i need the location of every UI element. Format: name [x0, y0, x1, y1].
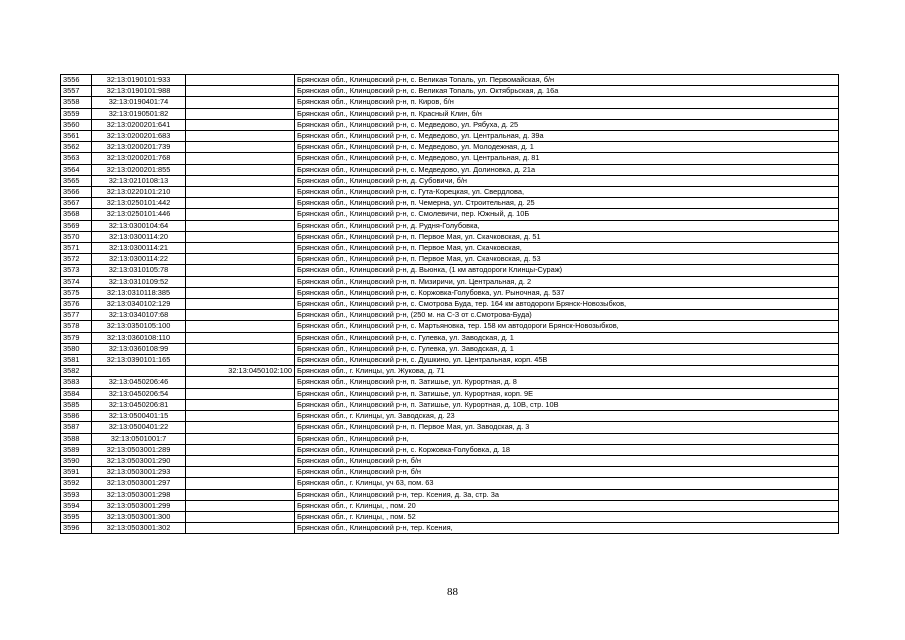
row-number-cell: 3580	[61, 343, 92, 354]
address-cell: Брянская обл., Клинцовский р-н, п. Первое Мая, ул. Скачковская, д. 51	[295, 231, 839, 242]
table-row	[61, 220, 839, 231]
cadastral-number-cell: 32:13:0300114:22	[92, 254, 186, 265]
table-row	[61, 299, 839, 310]
row-number-cell: 3560	[61, 119, 92, 130]
cadastral-number-cell: 32:13:0503001:293	[92, 467, 186, 478]
table-row	[61, 287, 839, 298]
address-cell: Брянская обл., Клинцовский р-н, д. Вьюнка, (1 км автодороги Клинцы-Сураж)	[295, 265, 839, 276]
cadastral-number-alt-cell	[186, 444, 295, 455]
row-number-cell: 3587	[61, 422, 92, 433]
row-number-cell: 3570	[61, 231, 92, 242]
table-row	[61, 422, 839, 433]
cadastral-number-alt-cell	[186, 142, 295, 153]
address-cell: Брянская обл., Клинцовский р-н, с. Коржовка-Голубовка, ул. Рыночная, д. 537	[295, 287, 839, 298]
row-number-cell: 3586	[61, 411, 92, 422]
cadastral-number-cell: 32:13:0501001:7	[92, 433, 186, 444]
cadastral-number-cell: 32:13:0503001:297	[92, 478, 186, 489]
table-row	[61, 131, 839, 142]
row-number-cell: 3561	[61, 131, 92, 142]
register-table	[60, 74, 839, 534]
cadastral-number-cell: 32:13:0200201:768	[92, 153, 186, 164]
cadastral-number-alt-cell	[186, 243, 295, 254]
address-cell: Брянская обл., Клинцовский р-н, с. Медведово, ул. Молодежная, д. 1	[295, 142, 839, 153]
row-number-cell: 3589	[61, 444, 92, 455]
address-cell: Брянская обл., Клинцовский р-н, тер. Ксения, д. 3а, стр. 3а	[295, 489, 839, 500]
cadastral-number-cell: 32:13:0250101:442	[92, 198, 186, 209]
cadastral-number-alt-cell	[186, 108, 295, 119]
row-number-cell: 3567	[61, 198, 92, 209]
table-row	[61, 377, 839, 388]
cadastral-number-alt-cell	[186, 455, 295, 466]
cadastral-number-alt-cell	[186, 343, 295, 354]
address-cell: Брянская обл., г. Клинцы, ул. Заводская, д. 23	[295, 411, 839, 422]
cadastral-number-cell: 32:13:0500401:22	[92, 422, 186, 433]
address-cell: Брянская обл., Клинцовский р-н, с. Смотрова Буда, тер. 164 км автодороги Брянск-Новозыбков,	[295, 299, 839, 310]
table-row	[61, 265, 839, 276]
cadastral-number-alt-cell	[186, 355, 295, 366]
address-cell: Брянская обл., Клинцовский р-н, тер. Ксения,	[295, 523, 839, 534]
address-cell: Брянская обл., г. Клинцы, , пом. 20	[295, 500, 839, 511]
table-row	[61, 511, 839, 522]
cadastral-number-cell: 32:13:0360108:99	[92, 343, 186, 354]
row-number-cell: 3596	[61, 523, 92, 534]
table-row	[61, 523, 839, 534]
table-row	[61, 276, 839, 287]
cadastral-number-cell: 32:13:0300114:20	[92, 231, 186, 242]
row-number-cell: 3583	[61, 377, 92, 388]
table-row	[61, 231, 839, 242]
row-number-cell: 3569	[61, 220, 92, 231]
address-cell: Брянская обл., Клинцовский р-н, с. Гута-Корецкая, ул. Свердлова,	[295, 187, 839, 198]
cadastral-number-alt-cell	[186, 175, 295, 186]
table-row	[61, 86, 839, 97]
cadastral-number-alt-cell	[186, 433, 295, 444]
address-cell: Брянская обл., Клинцовский р-н, с. Великая Топаль, ул. Первомайская, б/н	[295, 75, 839, 86]
address-cell: Брянская обл., Клинцовский р-н, п. Красный Клин, б/н	[295, 108, 839, 119]
cadastral-number-cell: 32:13:0503001:299	[92, 500, 186, 511]
address-cell: Брянская обл., Клинцовский р-н, с. Великая Топаль, ул. Октябрьская, д. 16а	[295, 86, 839, 97]
table-row	[61, 388, 839, 399]
cadastral-number-alt-cell	[186, 511, 295, 522]
table-row	[61, 489, 839, 500]
cadastral-number-alt-cell	[186, 478, 295, 489]
address-cell: Брянская обл., Клинцовский р-н, с. Медведово, ул. Центральная, д. 81	[295, 153, 839, 164]
table-row	[61, 455, 839, 466]
row-number-cell: 3568	[61, 209, 92, 220]
row-number-cell: 3578	[61, 321, 92, 332]
row-number-cell: 3556	[61, 75, 92, 86]
row-number-cell: 3571	[61, 243, 92, 254]
row-number-cell: 3575	[61, 287, 92, 298]
table-row	[61, 355, 839, 366]
table-row	[61, 310, 839, 321]
table-row	[61, 478, 839, 489]
address-cell: Брянская обл., Клинцовский р-н, п. Чемерна, ул. Строительная, д. 25	[295, 198, 839, 209]
table-row	[61, 343, 839, 354]
row-number-cell: 3581	[61, 355, 92, 366]
cadastral-number-alt-cell	[186, 377, 295, 388]
cadastral-number-cell: 32:13:0190401:74	[92, 97, 186, 108]
table-row	[61, 332, 839, 343]
cadastral-number-cell: 32:13:0503001:298	[92, 489, 186, 500]
table-row	[61, 153, 839, 164]
cadastral-number-cell: 32:13:0300104:64	[92, 220, 186, 231]
cadastral-number-alt-cell	[186, 164, 295, 175]
table-row	[61, 411, 839, 422]
table-row	[61, 444, 839, 455]
table-row	[61, 119, 839, 130]
address-cell: Брянская обл., Клинцовский р-н, д. Рудня-Голубовка,	[295, 220, 839, 231]
cadastral-number-alt-cell	[186, 467, 295, 478]
row-number-cell: 3573	[61, 265, 92, 276]
cadastral-number-cell: 32:13:0503001:290	[92, 455, 186, 466]
cadastral-number-alt-cell	[186, 422, 295, 433]
address-cell: Брянская обл., Клинцовский р-н, с. Медведово, ул. Долиновка, д. 21а	[295, 164, 839, 175]
row-number-cell: 3594	[61, 500, 92, 511]
cadastral-number-cell: 32:13:0200201:855	[92, 164, 186, 175]
page-number: 88	[447, 586, 458, 598]
cadastral-number-alt-cell	[186, 500, 295, 511]
cadastral-number-alt-cell	[186, 153, 295, 164]
cadastral-number-cell: 32:13:0190101:933	[92, 75, 186, 86]
cadastral-number-alt-cell	[186, 489, 295, 500]
row-number-cell: 3574	[61, 276, 92, 287]
row-number-cell: 3557	[61, 86, 92, 97]
row-number-cell: 3590	[61, 455, 92, 466]
row-number-cell: 3558	[61, 97, 92, 108]
cadastral-number-alt-cell	[186, 75, 295, 86]
row-number-cell: 3584	[61, 388, 92, 399]
address-cell: Брянская обл., Клинцовский р-н, с. Смолевичи, пер. Южный, д. 10Б	[295, 209, 839, 220]
address-cell: Брянская обл., Клинцовский р-н, п. Первое Мая, ул. Скачковская,	[295, 243, 839, 254]
cadastral-number-cell	[92, 366, 186, 377]
row-number-cell: 3592	[61, 478, 92, 489]
address-cell: Брянская обл., Клинцовский р-н, б/н	[295, 455, 839, 466]
row-number-cell: 3576	[61, 299, 92, 310]
table-row	[61, 108, 839, 119]
address-cell: Брянская обл., Клинцовский р-н, п. Мизиричи, ул. Центральная, д. 2	[295, 276, 839, 287]
table-row	[61, 198, 839, 209]
register-table-body	[61, 75, 839, 534]
cadastral-number-cell: 32:13:0340107:68	[92, 310, 186, 321]
address-cell: Брянская обл., Клинцовский р-н, с. Гулевка, ул. Заводская, д. 1	[295, 332, 839, 343]
address-cell: Брянская обл., Клинцовский р-н, с. Медведово, ул. Рябуха, д. 25	[295, 119, 839, 130]
cadastral-number-cell: 32:13:0390101:165	[92, 355, 186, 366]
row-number-cell: 3582	[61, 366, 92, 377]
table-row	[61, 366, 839, 377]
address-cell: Брянская обл., Клинцовский р-н, с. Мартьяновка, тер. 158 км автодороги Брянск-Новозыбков,	[295, 321, 839, 332]
row-number-cell: 3566	[61, 187, 92, 198]
cadastral-number-cell: 32:13:0503001:302	[92, 523, 186, 534]
address-cell: Брянская обл., г. Клинцы, уч 63, пом. 63	[295, 478, 839, 489]
row-number-cell: 3562	[61, 142, 92, 153]
cadastral-number-alt-cell	[186, 254, 295, 265]
address-cell: Брянская обл., г. Клинцы, , пом. 52	[295, 511, 839, 522]
row-number-cell: 3579	[61, 332, 92, 343]
row-number-cell: 3591	[61, 467, 92, 478]
cadastral-number-alt-cell	[186, 131, 295, 142]
cadastral-number-alt-cell	[186, 231, 295, 242]
cadastral-number-alt-cell	[186, 388, 295, 399]
row-number-cell: 3595	[61, 511, 92, 522]
cadastral-number-cell: 32:13:0360108:110	[92, 332, 186, 343]
table-row	[61, 500, 839, 511]
row-number-cell: 3564	[61, 164, 92, 175]
address-cell: Брянская обл., Клинцовский р-н, с. Медведово, ул. Центральная, д. 39а	[295, 131, 839, 142]
cadastral-number-cell: 32:13:0310105:78	[92, 265, 186, 276]
cadastral-number-alt-cell: 32:13:0450102:100	[186, 366, 295, 377]
cadastral-number-cell: 32:13:0450206:54	[92, 388, 186, 399]
cadastral-number-cell: 32:13:0300114:21	[92, 243, 186, 254]
cadastral-number-alt-cell	[186, 523, 295, 534]
address-cell: Брянская обл., Клинцовский р-н, с. Душкино, ул. Центральная, корп. 45В	[295, 355, 839, 366]
cadastral-number-cell: 32:13:0310109:52	[92, 276, 186, 287]
table-row	[61, 164, 839, 175]
cadastral-number-cell: 32:13:0200201:683	[92, 131, 186, 142]
address-cell: Брянская обл., Клинцовский р-н, п. Затишье, ул. Курортная, корп. 9Е	[295, 388, 839, 399]
row-number-cell: 3577	[61, 310, 92, 321]
cadastral-number-alt-cell	[186, 119, 295, 130]
address-cell: Брянская обл., Клинцовский р-н, п. Затишье, ул. Курортная, д. 10В, стр. 10В	[295, 399, 839, 410]
address-cell: Брянская обл., Клинцовский р-н, п. Киров, б/н	[295, 97, 839, 108]
cadastral-number-cell: 32:13:0500401:15	[92, 411, 186, 422]
table-row	[61, 399, 839, 410]
cadastral-number-alt-cell	[186, 187, 295, 198]
row-number-cell: 3588	[61, 433, 92, 444]
cadastral-number-alt-cell	[186, 321, 295, 332]
cadastral-number-cell: 32:13:0450206:46	[92, 377, 186, 388]
address-cell: Брянская обл., Клинцовский р-н,	[295, 433, 839, 444]
address-cell: Брянская обл., Клинцовский р-н, с. Гулевка, ул. Заводская, д. 1	[295, 343, 839, 354]
address-cell: Брянская обл., Клинцовский р-н, б/н	[295, 467, 839, 478]
table-row	[61, 433, 839, 444]
cadastral-number-alt-cell	[186, 276, 295, 287]
table-row	[61, 175, 839, 186]
row-number-cell: 3559	[61, 108, 92, 119]
cadastral-number-cell: 32:13:0310118:385	[92, 287, 186, 298]
table-row	[61, 142, 839, 153]
table-row	[61, 209, 839, 220]
row-number-cell: 3572	[61, 254, 92, 265]
table-row	[61, 467, 839, 478]
cadastral-number-cell: 32:13:0350105:100	[92, 321, 186, 332]
cadastral-number-cell: 32:13:0503001:289	[92, 444, 186, 455]
table-row	[61, 75, 839, 86]
cadastral-number-alt-cell	[186, 287, 295, 298]
cadastral-number-cell: 32:13:0190101:988	[92, 86, 186, 97]
cadastral-number-cell: 32:13:0210108:13	[92, 175, 186, 186]
row-number-cell: 3593	[61, 489, 92, 500]
cadastral-number-cell: 32:13:0450206:81	[92, 399, 186, 410]
address-cell: Брянская обл., Клинцовский р-н, д. Субовичи, б/н	[295, 175, 839, 186]
cadastral-number-cell: 32:13:0200201:739	[92, 142, 186, 153]
cadastral-number-cell: 32:13:0200201:641	[92, 119, 186, 130]
address-cell: Брянская обл., Клинцовский р-н, (250 м. на С-З от с.Смотрова-Буда)	[295, 310, 839, 321]
table-row	[61, 254, 839, 265]
address-cell: Брянская обл., Клинцовский р-н, п. Первое Мая, ул. Скачковская, д. 53	[295, 254, 839, 265]
row-number-cell: 3565	[61, 175, 92, 186]
cadastral-number-alt-cell	[186, 310, 295, 321]
cadastral-number-cell: 32:13:0503001:300	[92, 511, 186, 522]
cadastral-number-alt-cell	[186, 209, 295, 220]
cadastral-number-alt-cell	[186, 411, 295, 422]
table-row	[61, 97, 839, 108]
cadastral-number-alt-cell	[186, 265, 295, 276]
address-cell: Брянская обл., Клинцовский р-н, п. Первое Мая, ул. Заводская, д. 3	[295, 422, 839, 433]
cadastral-number-alt-cell	[186, 86, 295, 97]
cadastral-number-alt-cell	[186, 399, 295, 410]
cadastral-number-alt-cell	[186, 198, 295, 209]
cadastral-number-cell: 32:13:0250101:446	[92, 209, 186, 220]
cadastral-number-alt-cell	[186, 332, 295, 343]
cadastral-number-cell: 32:13:0220101:210	[92, 187, 186, 198]
cadastral-number-alt-cell	[186, 299, 295, 310]
address-cell: Брянская обл., Клинцовский р-н, с. Коржовка-Голубовка, д. 18	[295, 444, 839, 455]
cadastral-number-alt-cell	[186, 220, 295, 231]
address-cell: Брянская обл., Клинцовский р-н, п. Затишье, ул. Курортная, д. 8	[295, 377, 839, 388]
cadastral-number-cell: 32:13:0190501:82	[92, 108, 186, 119]
table-row	[61, 321, 839, 332]
row-number-cell: 3585	[61, 399, 92, 410]
table-row	[61, 243, 839, 254]
cadastral-number-cell: 32:13:0340102:129	[92, 299, 186, 310]
row-number-cell: 3563	[61, 153, 92, 164]
address-cell: Брянская обл., г. Клинцы, ул. Жукова, д. 71	[295, 366, 839, 377]
table-row	[61, 187, 839, 198]
cadastral-number-alt-cell	[186, 97, 295, 108]
